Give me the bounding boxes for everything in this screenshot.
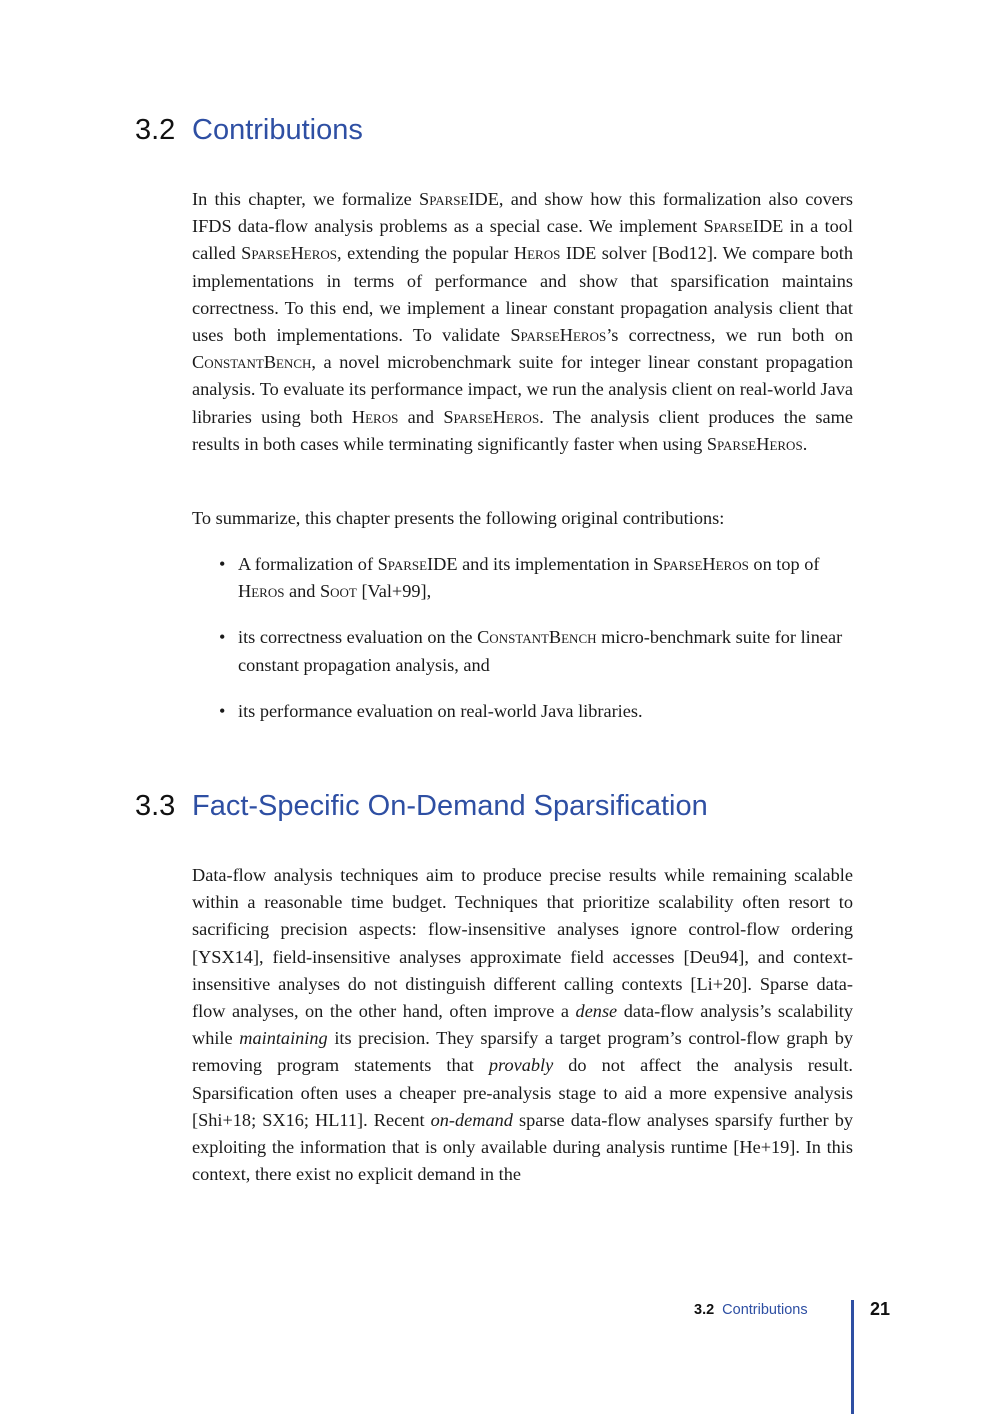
list-item (192, 698, 853, 725)
section-number: 3.2 (135, 114, 176, 146)
text-run: sparse data-flow analyses sparsify further by exploiting the information that is only available during analysis runtime [He+19]. In this context, there exist no explicit demand in the (192, 1109, 854, 1185)
emphasis: maintaining (239, 1028, 328, 1049)
text-run: . (802, 433, 808, 454)
footer-rule (851, 1300, 854, 1414)
section-title: Contributions (192, 114, 363, 146)
text-run: micro-benchmark suite for linear constant propagation analysis, and (238, 627, 843, 675)
small-caps-term: SparseIDE (703, 216, 784, 237)
small-caps-term: SparseIDE (377, 554, 458, 574)
text-run: and (284, 581, 320, 602)
text-run: in a tool called (192, 216, 854, 264)
small-caps-term: ConstantBench (477, 627, 597, 648)
small-caps-term: SparseHeros (241, 243, 338, 264)
bullet-icon: • (219, 700, 226, 721)
small-caps-term: ConstantBench (192, 352, 312, 373)
small-caps-term: SparseHeros (510, 325, 607, 346)
summary-intro-paragraph: To summarize, this chapter presents the following original contributions: (192, 508, 725, 528)
section-heading-3-2 (135, 112, 363, 148)
text-run: its performance evaluation on real-world Java libraries. (238, 700, 643, 721)
small-caps-term: SparseHeros (443, 406, 540, 427)
text-run: Data-flow analysis techniques aim to produce precise results while remaining scalable within a reasonable time budget. Techniques that prioritize scalability often resort to sacrificing precision aspects: flow-insensitive analyses ignore control-flow ordering [YSX14], field-insensitive analyses approximate field accesses [Deu94], and context-insensitive analyses do not distinguish different calling contexts [Li+20]. Sparse data-flow analyses, on the other hand, often improve a (192, 865, 853, 1022)
page-number: 21 (870, 1299, 891, 1319)
list-item (192, 624, 853, 678)
text-run: IDE solver [Bod12]. We compare both implementations in terms of performance and show that sparsification maintains correctness. To this end, we implement a linear constant propagation analysis client that uses both implementations. To validate (192, 243, 853, 346)
contributions-list (192, 551, 853, 744)
small-caps-term: Heros (513, 243, 561, 264)
small-caps-term: SparseHeros (652, 554, 749, 574)
text-run: and its implementation in (457, 554, 653, 574)
text-run: data-flow analysis’s scalability while (192, 1001, 853, 1049)
text-run: its correctness evaluation on the (238, 627, 478, 648)
emphasis: dense (575, 1001, 618, 1022)
running-footer (694, 1302, 808, 1318)
small-caps-term: Heros (238, 581, 285, 602)
text-run: do not affect the analysis result. Sparsification often uses a cheaper pre-analysis stage to aid a more expensive analysis [Shi+18; SX16; HL11]. Recent (192, 1055, 853, 1130)
text-run: its precision. They sparsify a target program’s control-flow graph by removing program statements that (192, 1028, 853, 1076)
list-item (192, 551, 853, 605)
sparsification-paragraph (192, 862, 853, 1188)
text-run: . The analysis client produces the same results in both cases while terminating significantly faster when using (192, 406, 853, 454)
list-item-text (238, 701, 643, 721)
contributions-paragraph (192, 186, 853, 458)
bullet-icon: • (219, 627, 226, 648)
section-heading-3-3 (135, 788, 708, 824)
text-run: A formalization of (238, 554, 378, 574)
section-title: Fact-Specific On-Demand Sparsification (192, 790, 708, 822)
text-run: on top of (748, 554, 820, 574)
section-number: 3.3 (135, 790, 176, 822)
small-caps-term: Soot (319, 581, 357, 602)
small-caps-term: SparseHeros (706, 433, 803, 454)
text-run: ’s correctness, we run both on (606, 325, 853, 346)
small-caps-term: SparseIDE (419, 189, 499, 209)
text-run: In this chapter, we formalize (192, 189, 420, 209)
emphasis: provably (488, 1055, 554, 1076)
emphasis: on-demand (430, 1109, 513, 1130)
bullet-icon: • (219, 554, 226, 574)
text-run: , and show how this formalization also covers IFDS data-flow analysis problems as a special case. We implement (192, 189, 853, 237)
text-run: [Val+99], (356, 581, 432, 602)
list-item-text (238, 554, 819, 601)
footer-section-number: 3.2 (694, 1302, 715, 1318)
text-run: and (398, 406, 444, 427)
list-item-text (238, 627, 842, 674)
text-run: , extending the popular (337, 243, 514, 264)
text-run: , a novel microbenchmark suite for integer linear constant propagation analysis. To evaluate its performance impact, we run the analysis client on real-world Java libraries using both (192, 352, 853, 427)
footer-section-title: Contributions (722, 1302, 808, 1318)
small-caps-term: Heros (351, 406, 399, 427)
